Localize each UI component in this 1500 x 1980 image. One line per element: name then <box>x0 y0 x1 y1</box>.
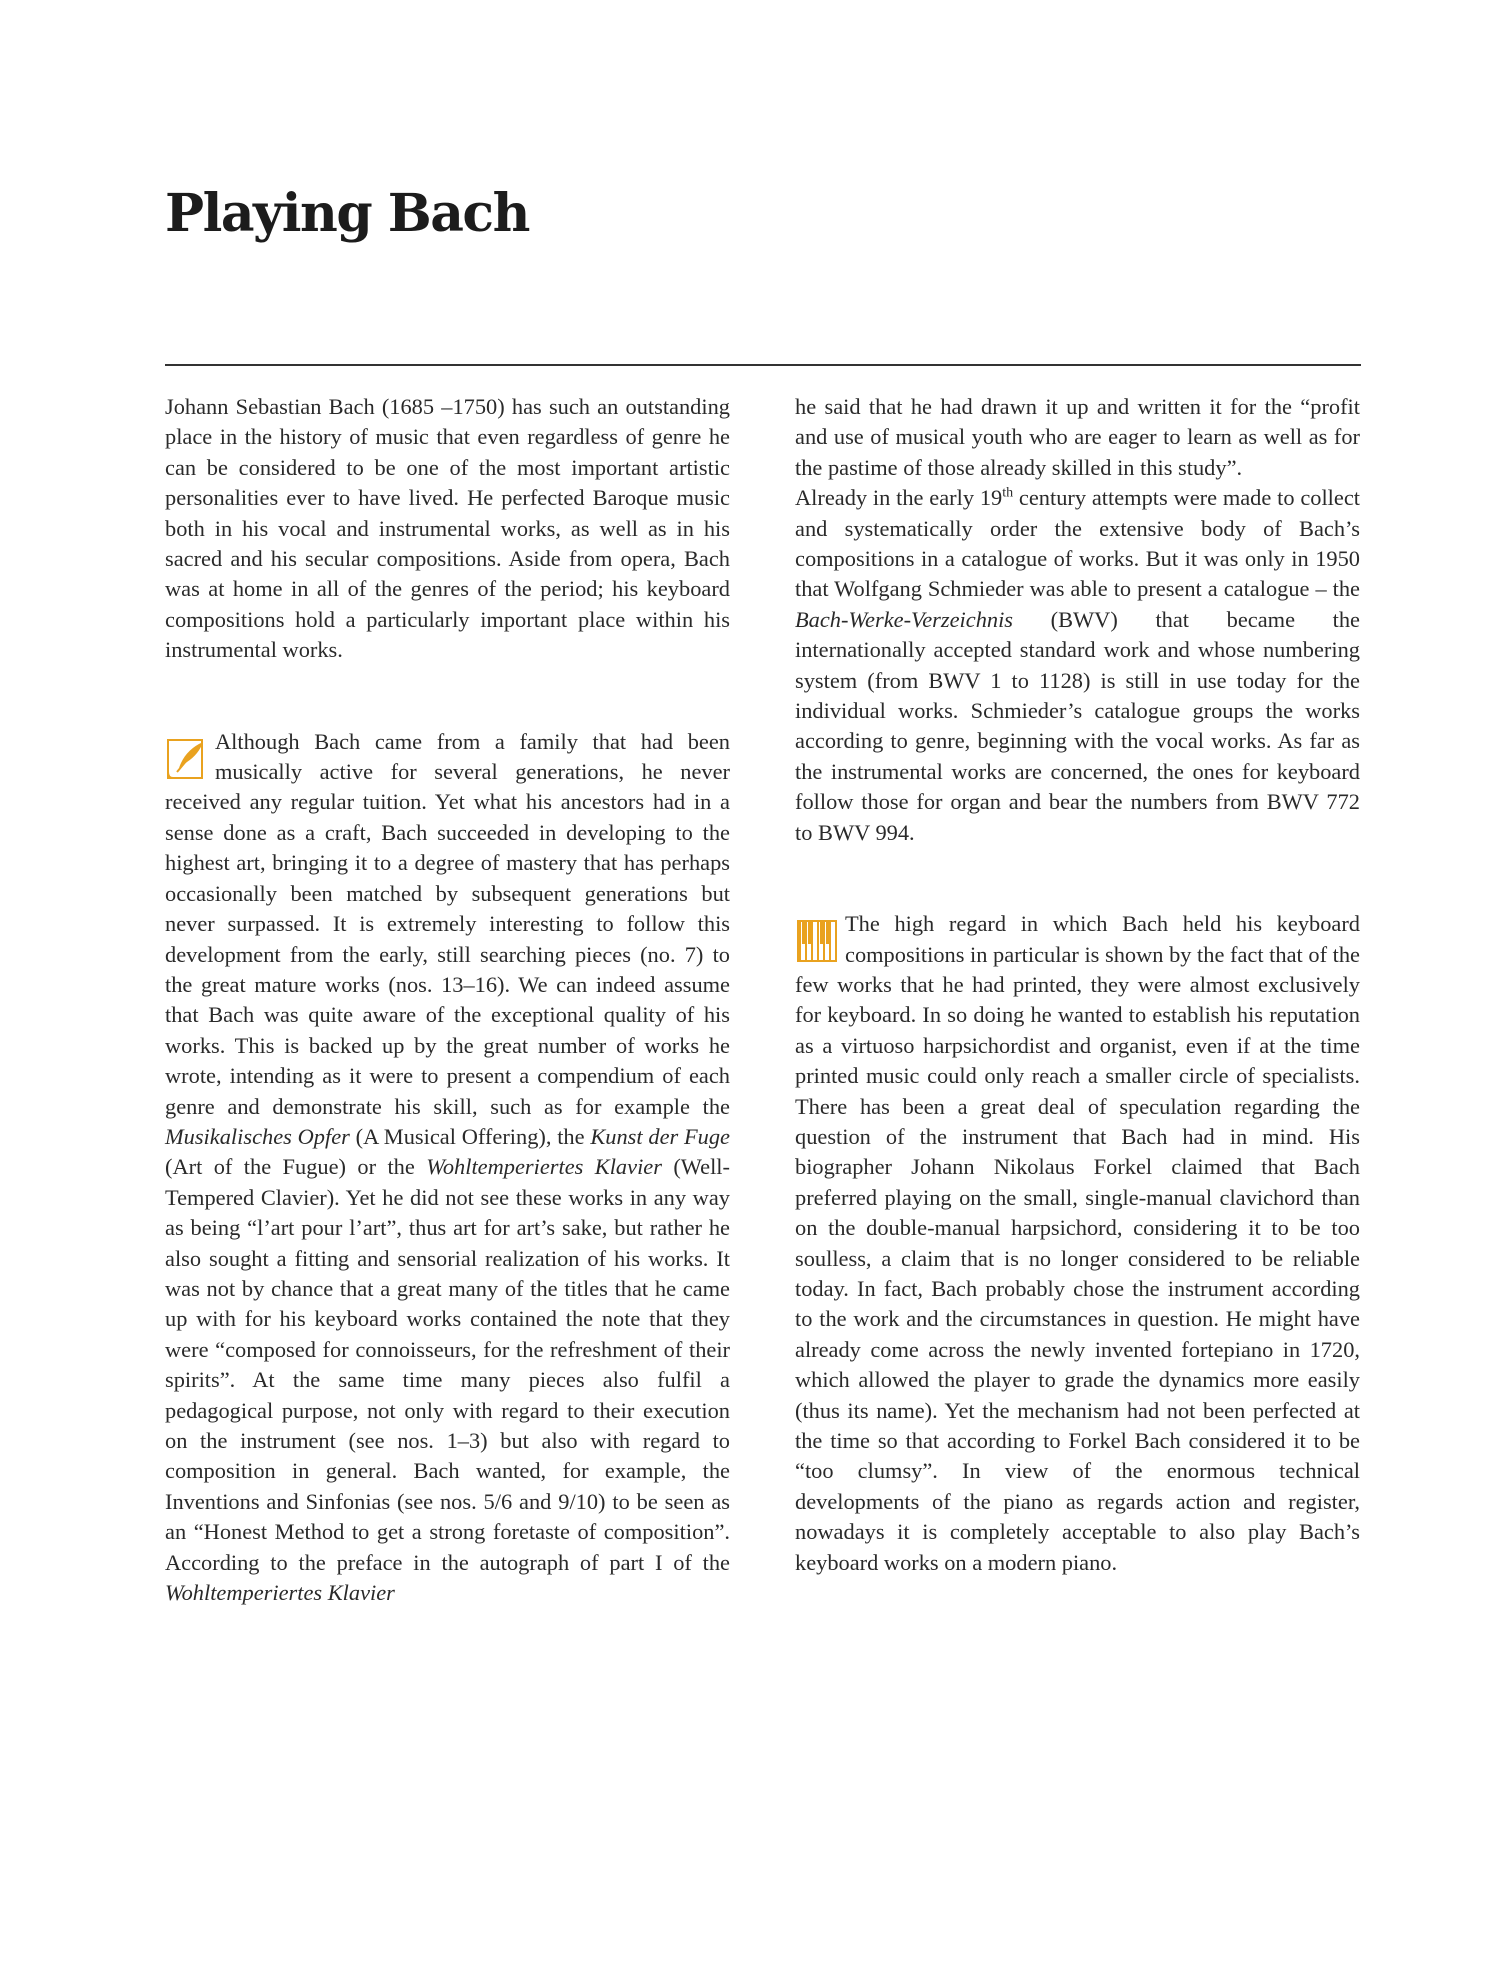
quill-scroll-icon <box>165 732 209 784</box>
history-paragraph <box>165 727 730 1609</box>
history-text-4: (Well-Tempered Clavier). Yet he did not see these works in any way as being “l’art pour l’art”, thus art for art’s sake, but rather he also sought a fitting and sensorial realization of his works. It was not by chance that a great many of the titles that he came up with for his keyboard works contained the note that they were “composed for connoisseurs, for the refreshment of their spirits”. At the same time many pieces also fulfil a pedagogical purpose, not only with regard to their execution on the instrument (see nos. 1–3) but also with regard to composition in general. Bach wanted, for example, the Inventions and Sinfonias (see nos. 5/6 and 9/10) to be seen as an “Honest Method to get a strong foretaste of composition”. According to the preface in the autograph of part I of the <box>165 1154 730 1575</box>
catalogue-paragraph <box>795 483 1360 848</box>
piano-keys-icon <box>795 914 839 966</box>
catalogue-text-3: (BWV) that became the internationally accepted standard work and whose numbering system (from BWV 1 to 1128) is still in use today for the individual works. Schmieder’s catalogue groups the works according to genre, beginning with the vocal works. As far as the instrumental works are concerned, the ones for keyboard follow those for organ and bear the numbers from BWV 772 to BWV 994. <box>795 606 1360 845</box>
right-column <box>795 392 1360 1578</box>
title-kunst-der-fuge: Kunst der Fuge <box>590 1123 730 1149</box>
title-wohltemperiertes-klavier-2: Wohltemperiertes Klavier <box>165 1580 395 1606</box>
page-title: Playing Bach <box>165 183 529 244</box>
title-musikalisches-opfer: Musikalisches Opfer <box>165 1123 350 1149</box>
catalogue-text-2: century attempts were made to collect and systematically order the extensive body of Bach’s compositions in a catalogue of works. But it was only in 1950 that Wolfgang Schmieder was able to present a catalogue – the <box>795 485 1361 602</box>
title-wohltemperiertes-klavier: Wohltemperiertes Klavier <box>426 1154 662 1180</box>
title-divider <box>165 364 1361 366</box>
instrument-paragraph <box>795 909 1360 1578</box>
history-text-2: (A Musical Offering), the <box>349 1123 591 1149</box>
history-text-3: (Art of the Fugue) or the <box>165 1154 427 1180</box>
superscript-th: th <box>1002 485 1014 501</box>
left-column <box>165 392 730 1608</box>
title-bach-werke-verzeichnis: Bach-Werke-Verzeichnis <box>795 606 1014 632</box>
history-text-1: Although Bach came from a family that had been musically active for several generations, he never received any regular tuition. Yet what his ancestors had in a sense done as a craft, Bach succeeded in developing to the highest art, bringing it to a degree of mastery that has perhaps occasionally been matched by subsequent generations but never surpassed. It is extremely interesting to follow this development from the early, still searching pieces (no. 7) to the great mature works (nos. 13–16). We can indeed assume that Bach was quite aware of the exceptional quality of his works. This is backed up by the great number of works he wrote, intending as it were to present a compendium of each genre and demonstrate his skill, such as for example the <box>165 728 730 1119</box>
preface-paragraph <box>795 392 1360 483</box>
intro-text: Johann Sebastian Bach (1685 –1750) has such an outstanding place in the history of music that even regardless of genre he can be considered to be one of the most important artistic personalities ever to have lived. He perfected Baroque music both in his vocal and instrumental works, as well as in his sacred and his secular compositions. Aside from opera, Bach was at home in all of the genres of the period; his keyboard compositions hold a particularly important place within his instrumental works. <box>165 394 730 663</box>
intro-paragraph <box>165 392 730 666</box>
catalogue-text-1: Already in the early 19 <box>795 485 1003 511</box>
instrument-text: The high regard in which Bach held his keyboard compositions in particular is shown by the fact that of the few works that he had printed, they were almost exclusively for keyboard. In so doing he wanted to establish his reputation as a virtuoso harpsichordist and organist, even if at the time printed music could only reach a smaller circle of specialists. There has been a great deal of speculation regarding the question of the instrument that Bach had in mind. His biographer Johann Nikolaus Forkel claimed that Bach preferred playing on the small, single-manual clavichord than on the double-manual harpsichord, considering it to be too soulless, a claim that is no longer considered to be reliable today. In fact, Bach probably chose the instrument according to the work and the circumstances in question. He might have already come across the newly invented fortepiano in 1720, which allowed the player to grade the dynamics more easily (thus its name). Yet the mechanism had not been perfected at the time so that according to Forkel Bach considered it to be “too clumsy”. In view of the enormous technical developments of the piano as regards action and register, nowadays it is completely acceptable to also play Bach’s keyboard works on a modern piano. <box>795 911 1360 1575</box>
preface-text: he said that he had drawn it up and written it for the “profit and use of musical youth who are eager to learn as well as for the pastime of those already skilled in this study”. <box>795 394 1360 480</box>
